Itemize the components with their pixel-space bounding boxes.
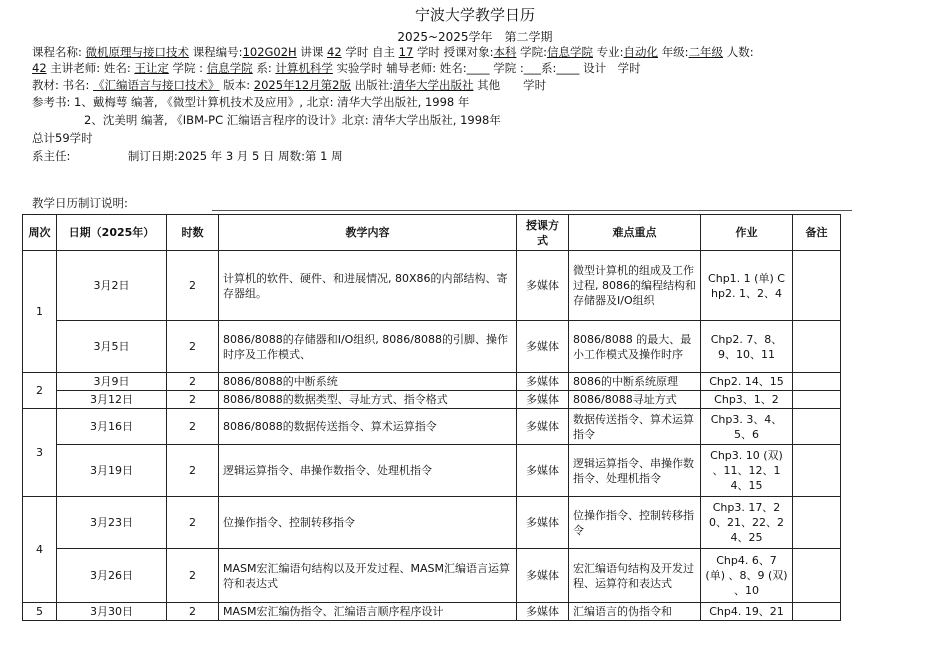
reference-2: 2、沈美明 编著, 《IBM-PC 汇编语言程序的设计》北京: 清华大学出版社, 1998年 xyxy=(84,113,501,127)
course-info-line: 课程名称: 微机原理与接口技术 课程编号:102G02H 讲课 42 学时 自主 17 学时 授课对象:本科 学院:信息学院 专业:自动化 年级:二年级 人数: xyxy=(32,45,754,59)
date-cell: 3月19日 xyxy=(57,445,167,497)
remark-cell xyxy=(793,445,841,497)
content-cell: 8086/8088的数据类型、寻址方式、指令格式 xyxy=(219,391,517,409)
remark-cell xyxy=(793,549,841,603)
textbook-line: 教材: 书名: 《汇编语言与接口技术》 版本: 2025年12月第2版 出版社:清华大学出版社 其他 学时 xyxy=(32,78,547,92)
table-row xyxy=(23,409,841,445)
note-underline xyxy=(212,210,852,211)
content-cell: MASM宏汇编伪指令、汇编语言顺序程序设计 xyxy=(219,603,517,621)
week-cell: 1 xyxy=(23,251,57,373)
content-cell: 8086/8088的中断系统 xyxy=(219,373,517,391)
method-cell: 多媒体 xyxy=(517,373,569,391)
key-cell: 宏汇编语句结构及开发过程、运算符和表达式 xyxy=(569,549,701,603)
date-cell: 3月30日 xyxy=(57,603,167,621)
remark-cell xyxy=(793,391,841,409)
content-cell: 8086/8088的数据传送指令、算术运算指令 xyxy=(219,409,517,445)
method-cell: 多媒体 xyxy=(517,497,569,549)
header-remark: 备注 xyxy=(793,215,841,251)
header-hours: 时数 xyxy=(167,215,219,251)
remark-cell xyxy=(793,409,841,445)
header-content: 教学内容 xyxy=(219,215,517,251)
hours-cell: 2 xyxy=(167,373,219,391)
table-row xyxy=(23,251,841,321)
content-cell: 逻辑运算指令、串操作数指令、处理机指令 xyxy=(219,445,517,497)
total-hours: 总计59学时 xyxy=(32,131,93,145)
header-date: 日期（2025年） xyxy=(57,215,167,251)
method-cell: 多媒体 xyxy=(517,391,569,409)
key-cell: 汇编语言的伪指令和 xyxy=(569,603,701,621)
homework-cell: Chp1. 1 (单) Chp2. 1、2、4 xyxy=(701,251,793,321)
schedule-table xyxy=(22,214,841,621)
table-header-row xyxy=(23,215,841,251)
header-homework: 作业 xyxy=(701,215,793,251)
course-name: 微机原理与接口技术 xyxy=(85,45,190,59)
hours-cell: 2 xyxy=(167,445,219,497)
homework-cell: Chp3. 3、4、5、6 xyxy=(701,409,793,445)
remark-cell xyxy=(793,251,841,321)
key-cell: 位操作指令、控制转移指令 xyxy=(569,497,701,549)
hours-cell: 2 xyxy=(167,409,219,445)
content-cell: MASM宏汇编语句结构以及开发过程、MASM汇编语言运算符和表达式 xyxy=(219,549,517,603)
header-key: 难点重点 xyxy=(569,215,701,251)
director-line: 系主任: 制订日期:2025 年 3 月 5 日 周数:第 1 周 xyxy=(32,149,343,163)
student-count: 42 xyxy=(32,61,47,75)
table-row xyxy=(23,445,841,497)
remark-cell xyxy=(793,373,841,391)
table-row xyxy=(23,373,841,391)
homework-cell: Chp3. 17、20、21、22、24、25 xyxy=(701,497,793,549)
course-code: 102G02H xyxy=(242,45,297,59)
table-row xyxy=(23,497,841,549)
homework-cell: Chp4. 19、21 xyxy=(701,603,793,621)
content-cell: 8086/8088的存储器和I/O组织, 8086/8088的引脚、操作时序及工作模式、 xyxy=(219,321,517,373)
hours-cell: 2 xyxy=(167,497,219,549)
key-cell: 逻辑运算指令、串操作数指令、处理机指令 xyxy=(569,445,701,497)
week-cell: 5 xyxy=(23,603,57,621)
date-cell: 3月2日 xyxy=(57,251,167,321)
date-cell: 3月9日 xyxy=(57,373,167,391)
hours-cell: 2 xyxy=(167,549,219,603)
page-title: 宁波大学教学日历 xyxy=(414,6,535,24)
key-cell: 数据传送指令、算术运算指令 xyxy=(569,409,701,445)
remark-cell xyxy=(793,321,841,373)
remark-cell xyxy=(793,603,841,621)
homework-cell: Chp3、1、2 xyxy=(701,391,793,409)
hours-cell: 2 xyxy=(167,251,219,321)
week-cell: 4 xyxy=(23,497,57,603)
key-cell: 8086的中断系统原理 xyxy=(569,373,701,391)
homework-cell: Chp3. 10 (双) 、11、12、14、15 xyxy=(701,445,793,497)
table-row xyxy=(23,391,841,409)
homework-cell: Chp4. 6、7 (单) 、8、9 (双) 、10 xyxy=(701,549,793,603)
method-cell: 多媒体 xyxy=(517,603,569,621)
hours-cell: 2 xyxy=(167,391,219,409)
method-cell: 多媒体 xyxy=(517,549,569,603)
remark-cell xyxy=(793,497,841,549)
week-cell: 2 xyxy=(23,373,57,409)
homework-cell: Chp2. 14、15 xyxy=(701,373,793,391)
table-row xyxy=(23,603,841,621)
header-week: 周次 xyxy=(23,215,57,251)
method-cell: 多媒体 xyxy=(517,445,569,497)
homework-cell: Chp2. 7、8、9、10、11 xyxy=(701,321,793,373)
textbook-title: 《汇编语言与接口技术》 xyxy=(93,78,220,92)
date-cell: 3月16日 xyxy=(57,409,167,445)
hours-cell: 2 xyxy=(167,321,219,373)
hours-cell: 2 xyxy=(167,603,219,621)
date-cell: 3月26日 xyxy=(57,549,167,603)
content-cell: 计算机的软件、硬件、和进展情况, 80X86的内部结构、寄存器组。 xyxy=(219,251,517,321)
teacher-info-line: 42 主讲老师: 姓名: 王让定 学院 : 信息学院 系: 计算机科学 实验学时 辅导老师: 姓名:____ 学院 :___系:____ 设计 学时 xyxy=(32,61,641,75)
header-method: 授课方式 xyxy=(517,215,569,251)
key-cell: 微型计算机的组成及工作过程, 8086的编程结构和存储器及I/O组织 xyxy=(569,251,701,321)
key-cell: 8086/8088 的最大、最小工作模式及操作时序 xyxy=(569,321,701,373)
method-cell: 多媒体 xyxy=(517,409,569,445)
note-label: 教学日历制订说明: xyxy=(32,196,128,210)
date-cell: 3月12日 xyxy=(57,391,167,409)
teacher-name: 王让定 xyxy=(134,61,169,75)
date-cell: 3月23日 xyxy=(57,497,167,549)
method-cell: 多媒体 xyxy=(517,251,569,321)
week-cell: 3 xyxy=(23,409,57,497)
method-cell: 多媒体 xyxy=(517,321,569,373)
reference-1: 参考书: 1、戴梅萼 编著, 《微型计算机技术及应用》, 北京: 清华大学出版社, 1998 年 xyxy=(32,95,470,109)
table-row xyxy=(23,321,841,373)
key-cell: 8086/8088寻址方式 xyxy=(569,391,701,409)
term-label: 2025~2025学年 第二学期 xyxy=(397,30,553,44)
date-cell: 3月5日 xyxy=(57,321,167,373)
content-cell: 位操作指令、控制转移指令 xyxy=(219,497,517,549)
table-row xyxy=(23,549,841,603)
